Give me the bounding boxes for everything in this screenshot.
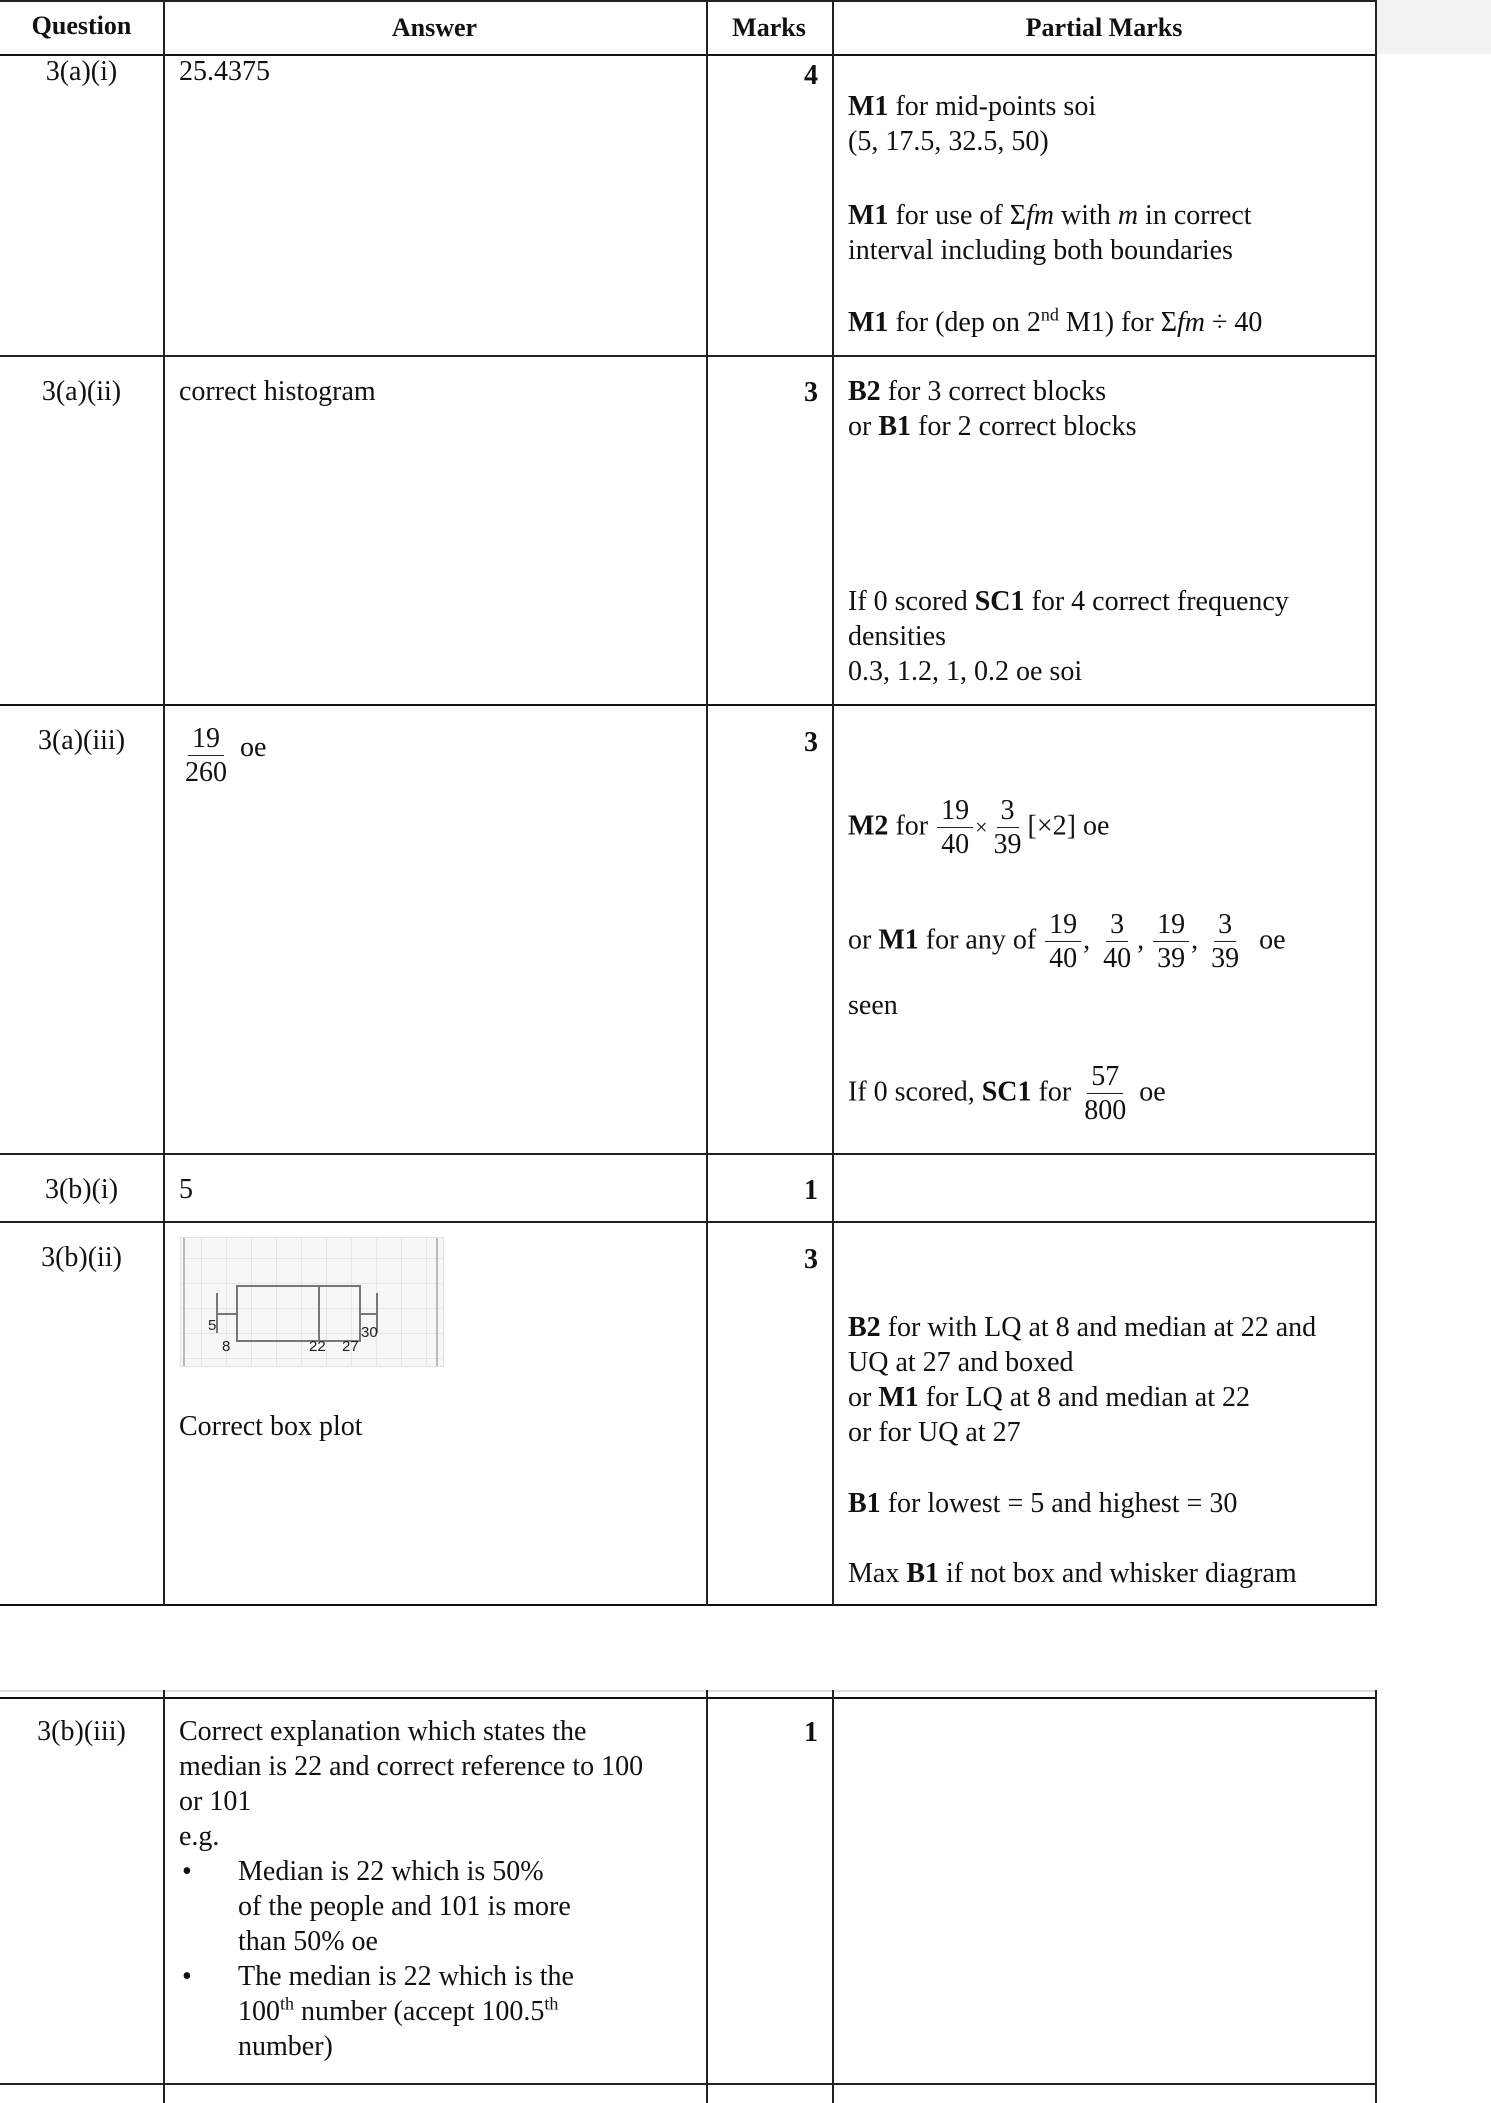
answer-cell: Correct box plot <box>179 1411 363 1442</box>
fraction: $\frac{19}{40}$ <box>937 796 973 860</box>
partial-mark-item: M2 for $\frac{19}{40}$ × $\frac{3}{39}$ [×2] oe <box>848 795 1110 861</box>
marks-cell: 3 <box>804 1244 818 1275</box>
table-top-border <box>0 1690 1376 1692</box>
boxplot-label: 8 <box>222 1338 231 1355</box>
row-divider <box>0 355 1376 357</box>
mark-code: SC1 <box>981 1076 1032 1108</box>
column-divider <box>163 0 165 1606</box>
question-cell: 3(b)(iii) <box>37 1716 126 1747</box>
partial-mark-item: B1 for lowest = 5 and highest = 30 <box>848 1488 1238 1519</box>
header-background-strip <box>1376 0 1491 54</box>
whisker-line <box>361 1313 377 1315</box>
header-partial-marks: Partial Marks <box>1025 13 1183 42</box>
fraction: $\frac{3}{39}$ <box>993 795 1022 861</box>
mark-code: SC1 <box>974 586 1025 617</box>
list-item: • The median is 22 which is the 100th number (accept 100.5th number) <box>179 1959 699 2064</box>
header-question: Question <box>31 11 132 40</box>
mark-code: M1 <box>878 1382 919 1413</box>
table-top-border <box>0 0 1376 2</box>
mark-code: B1 <box>906 1558 940 1589</box>
question-cell: 3(a)(ii) <box>41 376 122 407</box>
mark-code: M1 <box>848 307 889 338</box>
boxplot-label: 22 <box>309 1338 326 1355</box>
fraction: $\frac{19}{39}$ <box>1153 910 1189 974</box>
marks-cell: 1 <box>804 1175 818 1206</box>
partial-mark-item: B2 for 3 correct blocks or B1 for 2 correct blocks <box>848 376 1137 442</box>
boxplot-label: 30 <box>361 1324 378 1341</box>
partial-mark-item: If 0 scored, SC1 for $\frac{57}{800}$ oe <box>848 1061 1166 1127</box>
partial-mark-item: M1 for (dep on 2nd M1) for Σfm ÷ 40 <box>848 304 1263 338</box>
whisker-line <box>217 1313 237 1315</box>
row-divider <box>0 704 1376 706</box>
marks-cell: 3 <box>804 727 818 758</box>
fraction: $\frac{3}{40}$ <box>1103 909 1132 975</box>
fraction: $\frac{57}{800}$ <box>1084 1061 1127 1127</box>
header-marks: Marks <box>732 13 806 42</box>
boxplot-label: 5 <box>208 1317 217 1334</box>
marks-cell: 3 <box>804 377 818 408</box>
fraction: $\frac{3}{39}$ <box>1211 909 1240 975</box>
answer-cell: 25.4375 <box>179 56 270 87</box>
answer-cell: Correct explanation which states the median is 22 and correct reference to 100 or 101 e.g. • Median is 22 which is 50% of the people and 101 is more than 50% oe • The median is 22 which is the 100th number (accept 100.5th number) <box>179 1714 699 2064</box>
mark-code: B2 <box>848 1312 881 1343</box>
mark-code: M1 <box>848 200 889 231</box>
partial-mark-item: or M1 for any of $\frac{19}{40}$ , $\frac{3}{40}$ , $\frac{19}{39}$ , $\frac{3}{39}$ oe <box>848 909 1286 975</box>
mark-code: M2 <box>848 810 889 842</box>
column-divider <box>832 0 834 1606</box>
question-cell: 3(b)(ii) <box>41 1242 122 1273</box>
row-divider <box>0 1153 1376 1155</box>
median-line <box>318 1285 320 1342</box>
column-divider <box>832 1690 834 2103</box>
list-item: • Median is 22 which is 50% of the people and 101 is more than 50% oe <box>179 1854 699 1959</box>
row-divider <box>0 1221 1376 1223</box>
mark-code: B1 <box>848 1488 881 1519</box>
header-answer: Answer <box>391 13 478 42</box>
box-plot-image <box>180 1237 444 1367</box>
marks-cell: 1 <box>804 1717 818 1748</box>
example-list <box>179 1854 699 2064</box>
partial-mark-item: M1 for mid-points soi (5, 17.5, 32.5, 50) <box>848 91 1097 157</box>
column-divider <box>163 1690 165 2103</box>
fraction: $\frac{19}{260}$ <box>185 723 227 789</box>
boxplot-label: 27 <box>342 1338 359 1355</box>
fraction: $\frac{19}{40}$ <box>1045 910 1081 974</box>
partial-mark-item: Max B1 if not box and whisker diagram <box>848 1558 1297 1589</box>
question-cell: 3(a)(iii) <box>37 725 126 756</box>
mark-code: B2 <box>848 376 881 407</box>
partial-mark-item: seen <box>848 990 898 1021</box>
mark-code: M1 <box>848 91 889 122</box>
mark-code: M1 <box>878 924 919 956</box>
question-cell: 3(a)(i) <box>45 56 118 87</box>
table-bottom-border <box>0 1604 1376 1606</box>
column-divider <box>1375 1690 1377 2103</box>
box <box>236 1285 361 1342</box>
partial-mark-item: M1 for use of Σfm with m in correct interval including both boundaries <box>848 200 1252 266</box>
partial-mark-item: If 0 scored SC1 for 4 correct frequency densities 0.3, 1.2, 1, 0.2 oe soi <box>848 586 1289 687</box>
row-divider <box>0 2083 1376 2085</box>
column-divider <box>706 0 708 1606</box>
answer-cell: $\frac{19}{260}$ oe <box>179 724 266 788</box>
answer-cell: correct histogram <box>179 376 376 407</box>
partial-mark-item: B2 for with LQ at 8 and median at 22 and UQ at 27 and boxed or M1 for LQ at 8 and median at 22 or for UQ at 27 <box>848 1312 1317 1448</box>
answer-cell: 5 <box>179 1174 193 1205</box>
column-divider <box>706 1690 708 2103</box>
mark-code: B1 <box>878 411 912 442</box>
marks-cell: 4 <box>804 60 818 91</box>
table-top-border <box>0 1697 1376 1699</box>
question-cell: 3(b)(i) <box>44 1174 119 1205</box>
